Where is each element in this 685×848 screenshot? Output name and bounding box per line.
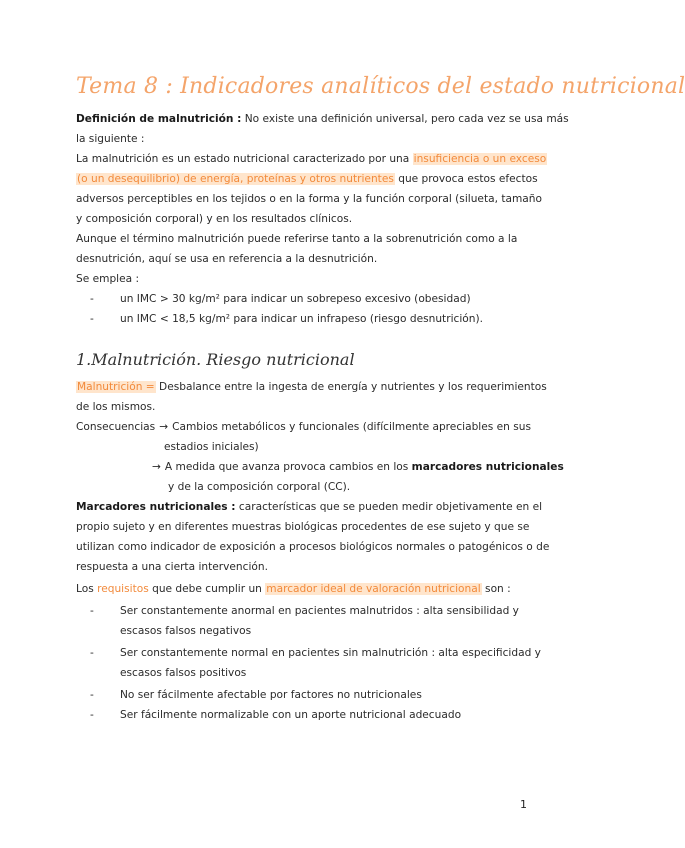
malnutrition-line-2: de los mismos. — [76, 401, 156, 413]
list-item: - un IMC > 30 kg/m² para indicar un sobrepeso excesivo (obesidad) — [90, 293, 471, 305]
arrow-icon: → — [152, 461, 161, 473]
list-item: - No ser fácilmente afectable por factores no nutricionales — [90, 689, 422, 701]
consequences-line-3: → A medida que avanza provoca cambios en los marcadores nutricionales — [152, 461, 564, 473]
markers-line-3: utilizan como indicador de exposición a procesos biológicos normales o patogénicos o de — [76, 541, 550, 553]
consequences-line-4: y de la composición corporal (CC). — [168, 481, 351, 493]
page-number: 1 — [520, 798, 527, 811]
page-title: Tema 8 : Indicadores analíticos del estado nutricional — [76, 74, 685, 99]
definition-para-line-2: (o un desequilibrio) de energía, proteínas y otros nutrientes que provoca estos efectos — [77, 173, 538, 185]
definition-line-2: la siguiente : — [76, 133, 145, 145]
definition-line-1: Definición de malnutrición : No existe una definición universal, pero cada vez se usa más — [76, 113, 569, 125]
definition-label: Definición de malnutrición : — [76, 113, 242, 125]
definition-para-line-1: La malnutrición es un estado nutricional caracterizado por una insuficiencia o un exceso — [76, 153, 547, 165]
markers-line-4: respuesta a una cierta intervención. — [76, 561, 268, 573]
markers-line-2: propio sujeto y en diferentes muestras biológicas procedentes de ese sujeto y que se — [76, 521, 530, 533]
highlight-desequilibrio: (o un desequilibrio) de energía, proteínas y otros nutrientes — [77, 173, 394, 185]
consequences-line-2: estadios iniciales) — [164, 441, 259, 453]
list-item-continuation: escasos falsos negativos — [120, 625, 252, 637]
definition-para-line-3: adversos perceptibles en los tejidos o en la forma y la función corporal (silueta, tamaño — [76, 193, 542, 205]
consequences-line-1: Consecuencias → Cambios metabólicos y funcionales (difícilmente apreciables en sus — [76, 421, 532, 433]
ideal-marker-term: marcador ideal de valoración nutricional — [266, 583, 481, 595]
section-heading: 1.Malnutrición. Riesgo nutricional — [76, 350, 355, 369]
list-item: - Ser constantemente anormal en pacientes malnutridos : alta sensibilidad y — [90, 605, 519, 617]
definition-para-line-5: Aunque el término malnutrición puede referirse tanto a la sobrenutrición como a la — [76, 233, 518, 245]
requirements-line: Los requisitos que debe cumplir un marcador ideal de valoración nutricional son : — [76, 583, 511, 595]
list-item: - Ser constantemente normal en pacientes sin malnutrición : alta especificidad y — [90, 647, 541, 659]
list-item-continuation: escasos falsos positivos — [120, 667, 247, 679]
list-item: - Ser fácilmente normalizable con un aporte nutricional adecuado — [90, 709, 462, 721]
arrow-icon: → — [159, 421, 169, 433]
list-item: - un IMC < 18,5 kg/m² para indicar un infrapeso (riesgo desnutrición). — [90, 313, 483, 325]
definition-para-line-6: desnutrición, aquí se usa en referencia a la desnutrición. — [76, 253, 378, 265]
markers-term: marcadores nutricionales — [411, 461, 564, 473]
requirements-term: requisitos — [97, 583, 149, 595]
markers-line-1: Marcadores nutricionales : características que se pueden medir objetivamente en el — [76, 501, 543, 513]
markers-label: Marcadores nutricionales : — [76, 501, 236, 513]
definition-para-line-4: y composición corporal) y en los resultados clínicos. — [76, 213, 353, 225]
malnutrition-line-1: Malnutrición = Desbalance entre la ingesta de energía y nutrientes y los requerimientos — [77, 381, 547, 393]
definition-para-line-7: Se emplea : — [76, 273, 140, 285]
highlight-insuficiencia: insuficiencia o un exceso — [413, 153, 547, 165]
malnutrition-label: Malnutrición = — [77, 381, 155, 393]
